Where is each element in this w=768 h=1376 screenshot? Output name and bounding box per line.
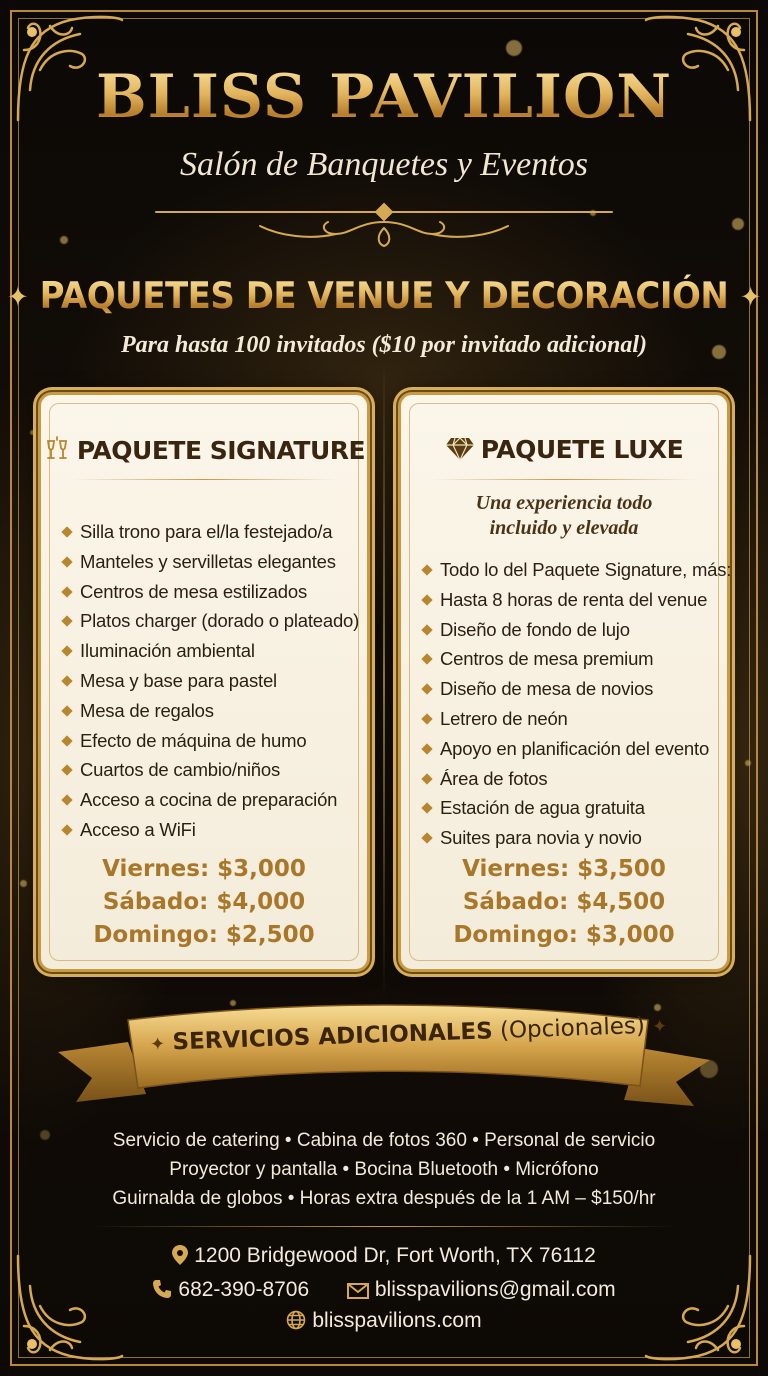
footer-divider (90, 1226, 678, 1227)
feature-text: Mesa y base para pastel (80, 669, 277, 691)
feature-text: Diseño de fondo de lujo (440, 618, 630, 640)
list-item (423, 823, 717, 853)
ornamental-divider-icon (150, 200, 618, 250)
email-link[interactable]: blisspavilions@gmail.com (374, 1278, 616, 1301)
diamond-bullet-icon (61, 526, 72, 537)
price-sunday: Domingo: $2,500 (93, 922, 315, 948)
luxe-package-card (398, 392, 730, 972)
sparkle-star-icon: ✦ (149, 1033, 166, 1056)
diamond-bullet-icon (421, 803, 432, 814)
diamond-bullet-icon (421, 743, 432, 754)
diamond-bullet-icon (421, 594, 432, 605)
luxe-tagline (401, 491, 727, 541)
additional-services-list (0, 1126, 768, 1213)
diamond-bullet-icon (61, 765, 72, 776)
banner-optional-text: (Opcionales) (499, 1012, 646, 1044)
map-pin-icon (172, 1245, 188, 1271)
feature-text: Mesa de regalos (80, 699, 214, 721)
list-item (423, 585, 717, 615)
list-item (423, 734, 717, 764)
feature-text: Área de fotos (440, 767, 548, 789)
luxe-feature-list (423, 555, 732, 853)
list-item (63, 547, 357, 577)
diamond-bullet-icon (61, 735, 72, 746)
globe-icon (286, 1310, 306, 1336)
luxe-tagline-line1: Una experiencia todo (475, 492, 653, 514)
feature-text: Centros de mesa estilizados (80, 580, 307, 602)
diamond-icon (445, 436, 475, 468)
feature-text: Diseño de mesa de novios (440, 678, 654, 700)
diamond-bullet-icon (421, 564, 432, 575)
list-item (423, 704, 717, 734)
list-item (63, 577, 357, 607)
price-saturday: Sábado: $4,000 (102, 889, 306, 915)
website-link[interactable]: blisspavilions.com (312, 1309, 482, 1332)
luxe-package-title (401, 435, 727, 468)
list-item (423, 793, 717, 823)
diamond-bullet-icon (421, 654, 432, 665)
luxe-package-title-text: PAQUETE LUXE (480, 435, 684, 464)
light-beam (383, 360, 385, 1000)
signature-package-title-text: PAQUETE SIGNATURE (76, 436, 366, 465)
feature-text: Suites para novia y novio (440, 827, 642, 849)
section-heading (0, 274, 768, 317)
list-item (63, 666, 357, 696)
card-rule (71, 479, 337, 480)
feature-text: Iluminación ambiental (80, 640, 255, 662)
list-item (423, 644, 717, 674)
feature-text: Platos charger (dorado o plateado) (80, 610, 360, 632)
diamond-bullet-icon (421, 684, 432, 695)
feature-text: Letrero de neón (440, 707, 568, 729)
signature-prices (41, 853, 367, 952)
feature-text: Todo lo del Paquete Signature, más: (440, 559, 732, 580)
diamond-bullet-icon (61, 675, 72, 686)
sparkle-star-icon: ✦ (651, 1016, 668, 1038)
banner-main-text: SERVICIOS ADICIONALES (172, 1018, 494, 1056)
luxe-prices (401, 853, 727, 952)
venue-subtitle: Salón de Banquetes y Eventos (180, 146, 588, 183)
website-line (0, 1309, 768, 1336)
feature-text: Efecto de máquina de humo (80, 729, 307, 751)
feature-text: Silla trono para el/la festejado/a (80, 521, 333, 542)
list-item (63, 696, 357, 726)
guest-capacity-note: Para hasta 100 invitados ($10 por invitado adicional) (120, 332, 648, 358)
luxe-tagline-line2: incluido y elevada (489, 517, 639, 539)
feature-text: Hasta 8 horas de renta del venue (440, 588, 708, 610)
diamond-bullet-icon (61, 556, 72, 567)
price-saturday: Sábado: $4,500 (462, 889, 666, 915)
ribbon-banner-icon (58, 990, 710, 1130)
list-item (63, 755, 357, 785)
diamond-bullet-icon (61, 646, 72, 657)
signature-package-card (38, 392, 370, 972)
feature-text: Acceso a WiFi (80, 818, 196, 840)
price-friday: Viernes: $3,500 (462, 856, 666, 882)
list-item (63, 726, 357, 756)
email-icon (347, 1281, 369, 1305)
diamond-bullet-icon (421, 773, 432, 784)
list-item (63, 636, 357, 666)
feature-text: Estación de agua gratuita (440, 797, 645, 819)
list-item (63, 606, 360, 636)
list-item (423, 764, 717, 794)
feature-text: Acceso a cocina de preparación (80, 789, 338, 811)
diamond-bullet-icon (61, 586, 72, 597)
signature-feature-list (63, 517, 360, 845)
list-item (423, 555, 732, 585)
list-item (63, 815, 357, 845)
diamond-bullet-icon (61, 795, 72, 806)
diamond-bullet-icon (421, 833, 432, 844)
venue-title: BLISS PAVILION (0, 62, 768, 132)
services-line: Proyector y pantalla • Bocina Bluetooth • Micrófono (169, 1159, 599, 1180)
section-heading-text: PAQUETES DE VENUE Y DECORACIÓN (39, 274, 729, 318)
list-item (423, 674, 717, 704)
diamond-bullet-icon (421, 624, 432, 635)
sparkle-star-icon: ✦ (6, 281, 29, 314)
feature-text: Centros de mesa premium (440, 648, 654, 670)
feature-text: Apoyo en planificación del evento (440, 737, 710, 759)
phone-email-line (0, 1278, 768, 1305)
services-line: Servicio de catering • Cabina de fotos 360 • Personal de servicio (112, 1130, 656, 1151)
feature-text: Cuartos de cambio/niños (80, 759, 281, 781)
price-sunday: Domingo: $3,000 (453, 922, 675, 948)
address-text: 1200 Bridgewood Dr, Fort Worth, TX 76112 (194, 1244, 596, 1267)
services-line: Guirnalda de globos • Horas extra después de la 1 AM – $150/hr (112, 1188, 656, 1209)
diamond-bullet-icon (61, 824, 72, 835)
feature-text: Manteles y servilletas elegantes (80, 550, 336, 572)
phone-icon (152, 1279, 172, 1305)
signature-package-title (41, 435, 367, 469)
list-item (63, 785, 357, 815)
list-item (423, 615, 717, 645)
list-item (63, 517, 357, 547)
champagne-glasses-icon (43, 435, 71, 469)
sparkle-star-icon: ✦ (739, 281, 762, 314)
diamond-bullet-icon (421, 713, 432, 724)
price-friday: Viernes: $3,000 (102, 856, 306, 882)
diamond-bullet-icon (61, 616, 72, 627)
card-rule (431, 479, 697, 480)
address-line (0, 1244, 768, 1271)
phone-link[interactable]: 682-390-8706 (178, 1278, 310, 1301)
diamond-bullet-icon (61, 705, 72, 716)
